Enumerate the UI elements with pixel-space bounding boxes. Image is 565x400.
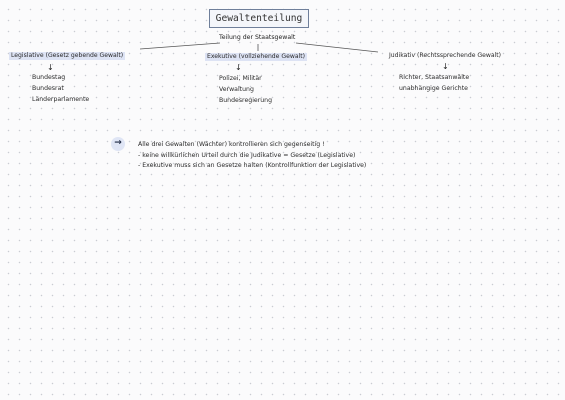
down-arrow-icon: ↓ <box>442 62 449 71</box>
down-arrow-icon: ↓ <box>235 63 242 72</box>
note-line-heading: Alle drei Gewalten (Wächter) kontrollieren sich gegenseitig ! <box>138 141 325 148</box>
list-item: Bundesregierung <box>219 97 273 104</box>
list-item: Verwaltung <box>219 86 254 93</box>
note-block <box>138 140 366 172</box>
diagram-title: Gewaltenteilung <box>209 9 309 28</box>
branch-heading-judikative: Judikativ (Rechtssprechende Gewalt) <box>389 52 502 59</box>
list-item: Richter, Staatsanwälte <box>399 74 470 81</box>
branch-heading-exekutive: Exekutive (vollziehende Gewalt) <box>207 53 306 60</box>
list-item: unabhängige Gerichte <box>399 85 468 92</box>
list-item: Länderparlamente <box>32 96 90 103</box>
note-line: - keine willkürlichen Urteil durch die Judikative = Gesetze (Legislative) <box>138 151 356 159</box>
connector-to-judikative <box>296 43 378 52</box>
diagram-subtitle: Teilung der Staatsgewalt <box>219 34 296 41</box>
list-item: Bundestag <box>32 74 66 81</box>
note-line: - Exekutive muss sich an Gesetze halten (Kontrollfunktion der Legislative) <box>138 162 367 169</box>
right-arrow-icon: → <box>111 137 125 151</box>
list-exekutive <box>219 73 272 106</box>
down-arrow-icon: ↓ <box>47 63 54 72</box>
list-judikative <box>399 72 469 94</box>
list-item: Bundesrat <box>32 85 64 92</box>
branch-heading-legislative: Legislative (Gesetz gebende Gewalt) <box>11 52 124 59</box>
list-legislative <box>32 72 89 105</box>
connector-to-legislative <box>140 43 220 49</box>
list-item: Polizei, Militär <box>219 75 262 82</box>
